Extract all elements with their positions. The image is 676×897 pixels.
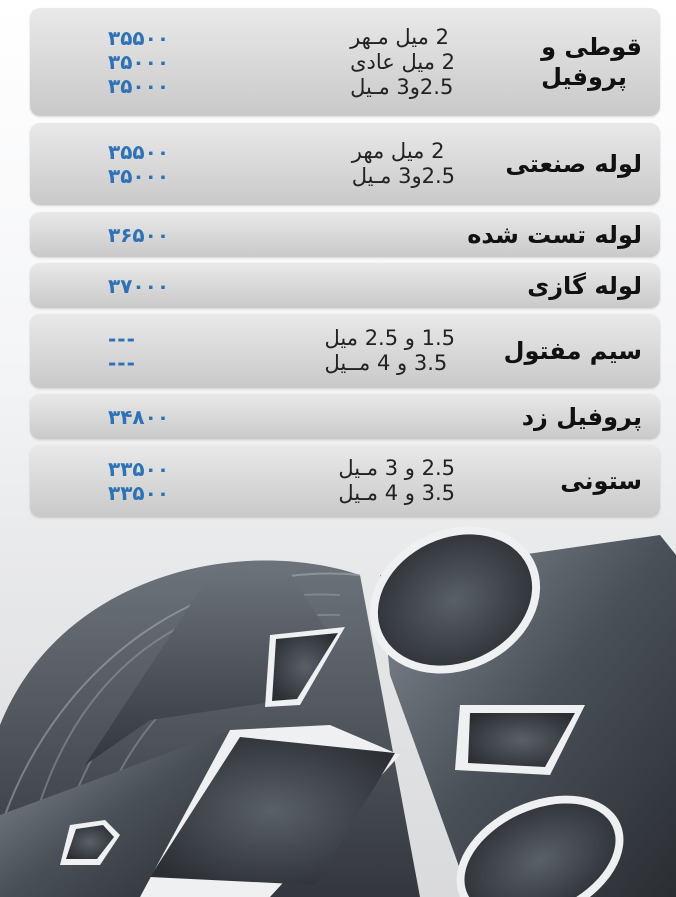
price-row <box>30 212 660 257</box>
price-row <box>30 123 660 205</box>
product-name <box>522 394 642 439</box>
price-value: ۳۳۵۰۰ <box>108 457 170 481</box>
product-name-line: لوله تست شده <box>467 220 642 249</box>
spec-line: 3.5 و 4 مــیل <box>324 351 448 375</box>
product-specs <box>338 445 455 517</box>
product-name-line: قوطی و <box>541 33 642 61</box>
product-prices <box>108 8 169 116</box>
product-prices <box>108 212 169 257</box>
price-value: ۳۵۰۰۰ <box>108 164 170 188</box>
price-value: ۳۵۰۰۰ <box>108 50 170 74</box>
price-value: ۳۴۸۰۰ <box>108 404 170 429</box>
product-name <box>505 123 642 205</box>
price-value: --- <box>108 351 136 375</box>
spec-line: 2.5و3 مـیل <box>351 164 455 188</box>
product-name <box>504 314 642 388</box>
product-specs <box>350 8 455 116</box>
spec-line: 2.5 و 3 مـیل <box>338 456 455 480</box>
product-specs <box>352 123 455 205</box>
product-name <box>541 8 642 116</box>
product-prices <box>108 263 169 308</box>
product-name-line: پروفیل زد <box>521 402 642 431</box>
spec-line: 2.5و3 مـیل <box>350 74 454 99</box>
spec-line: 2 میل مـهر <box>350 24 449 49</box>
product-specs <box>325 314 455 388</box>
spec-line: 1.5 و 2.5 میل <box>324 326 455 350</box>
product-name <box>560 445 642 517</box>
product-name-line: لوله صنعتی <box>505 150 642 178</box>
product-name <box>467 212 642 257</box>
price-value: ۳۵۰۰۰ <box>108 74 170 98</box>
price-row <box>30 314 660 388</box>
product-prices <box>108 445 169 517</box>
product-name <box>527 263 642 308</box>
product-name-line: پروفیل <box>541 63 627 91</box>
spec-line: 2 میل مهر <box>351 139 445 163</box>
product-prices <box>108 394 169 439</box>
product-prices <box>108 123 169 205</box>
spec-line: 2 میل عادی <box>350 49 455 74</box>
product-name-line: ستونی <box>560 467 642 495</box>
price-row <box>30 8 660 116</box>
price-row <box>30 445 660 517</box>
price-row <box>30 394 660 439</box>
price-value: ۳۵۵۰۰ <box>108 140 170 164</box>
price-value: ۳۵۵۰۰ <box>108 26 170 50</box>
price-value: ۳۶۵۰۰ <box>108 222 170 247</box>
product-name-line: سیم مفتول <box>503 337 642 365</box>
price-row <box>30 263 660 308</box>
price-value: ۳۳۵۰۰ <box>108 481 170 505</box>
steel-products-illustration <box>0 515 676 897</box>
product-name-line: لوله گازی <box>527 271 642 300</box>
product-prices <box>108 314 136 388</box>
price-value: --- <box>108 327 136 351</box>
price-value: ۳۷۰۰۰ <box>108 273 170 298</box>
spec-line: 3.5 و 4 مـیل <box>338 481 455 505</box>
